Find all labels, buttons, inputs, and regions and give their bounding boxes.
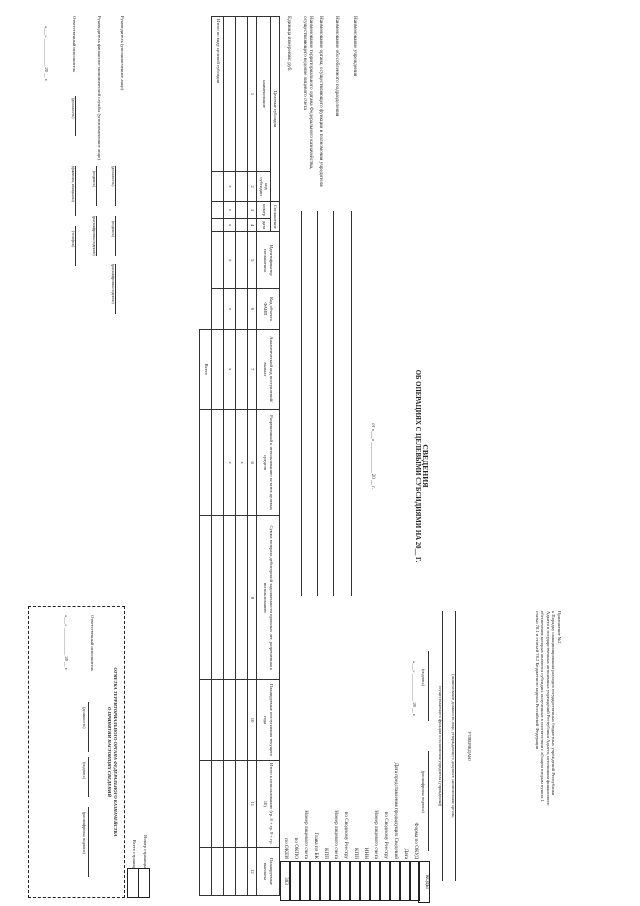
- info-fill-line: [333, 211, 334, 596]
- cell-x: x: [224, 289, 236, 329]
- col-planned-income: Планируемые поступления текущего года: [257, 680, 280, 761]
- col-agreement: Соглашение: [271, 202, 280, 232]
- info-label: Наименование учреждения: [352, 16, 359, 77]
- code-label: по Сводному Реестру: [383, 811, 389, 859]
- code-cell: [320, 861, 330, 901]
- appendix-label: Приложение №2: [557, 611, 562, 644]
- page-total-label: Всего страниц: [132, 839, 137, 868]
- sig-sign-caption: (подпись): [111, 221, 116, 238]
- code-cell: [330, 861, 340, 901]
- approve-heading: УТВЕРЖДАЮ: [467, 731, 472, 761]
- appendix-note: [535, 611, 563, 881]
- table-row-total-by-type: [212, 17, 224, 896]
- cell-x: x: [224, 202, 236, 219]
- info-fill-line: [351, 211, 352, 596]
- code-cell: [390, 861, 400, 901]
- col-target-subsidy: Целевые субсидии: [271, 17, 280, 202]
- title-line-2: ОБ ОПЕРАЦИЯХ С ЦЕЛЕВЫМИ СУБСИДИЯМИ НА 20__ Г.: [413, 369, 421, 563]
- title-line-1: СВЕДЕНИЯ: [421, 444, 430, 488]
- code-label: Форма по ОКУД: [413, 822, 419, 859]
- info-row-treasury: [301, 16, 315, 596]
- col-num: 8: [248, 409, 257, 516]
- col-num: 11: [248, 760, 257, 847]
- sig-post-caption: (должность): [111, 166, 116, 187]
- code-label: Номер лицевого счета: [303, 810, 309, 859]
- appendix-note-line: статьи 78.1 и статьей 78.2 Бюджетного кодекса Российской Федерации: [535, 611, 540, 750]
- approve-name-caption: (расшифровка подписи): [420, 771, 426, 813]
- form-title: [413, 256, 430, 676]
- col-agreement-id: Идентификатор соглашения: [257, 232, 280, 289]
- code-label: Глава по БК: [313, 832, 319, 859]
- col-num: 5: [248, 232, 257, 289]
- approve-caption-1: (наименование должности лица, утверждающего документ; наименование органа,: [451, 674, 457, 818]
- page-total-cell: [127, 868, 139, 898]
- appendix-note-line: к Порядку санкционирования расходов государственных бюджетных учреждений Республики: [551, 611, 557, 796]
- code-label: Дата: [403, 848, 409, 859]
- grand-total-label: Всего: [200, 329, 212, 409]
- form-date: от «___» ____________ 20 __ г.: [370, 422, 375, 490]
- code-label: ИНН: [363, 847, 369, 859]
- sig-fio-caption: (фамилия, инициалы): [71, 166, 76, 202]
- col-num: 4: [248, 218, 257, 231]
- approve-date: «___» ____________ 20 __ г.: [411, 661, 417, 717]
- table-row: [236, 17, 248, 896]
- cell-x: x: [224, 172, 236, 202]
- cell-x: x: [224, 218, 236, 231]
- okei-code-cell: 383: [280, 861, 290, 901]
- col-total-usage: Итого к использованию (гр. 8 + гр. 9 + гр. 10): [257, 760, 280, 847]
- code-cell: [370, 861, 380, 901]
- info-row-institution: [351, 16, 365, 596]
- code-label: Номер лицевого счета: [333, 810, 339, 859]
- info-fill-line: [301, 211, 302, 596]
- info-label: Наименование обособленного подразделения: [334, 16, 341, 117]
- stamp-sign-caption: (подпись): [82, 762, 87, 779]
- codes-header: КОДЫ: [418, 861, 430, 903]
- page-counter: [128, 826, 150, 898]
- col-num: 10: [248, 680, 257, 761]
- code-cell: [350, 861, 360, 901]
- signature-head: [112, 16, 126, 316]
- info-fill-line: [317, 211, 318, 596]
- col-name: наименование: [257, 17, 271, 172]
- okpo-label: по ОКПО: [293, 837, 299, 859]
- col-number: номер: [257, 202, 271, 219]
- code-label: КПП: [353, 848, 359, 859]
- cell-x: x: [236, 409, 248, 516]
- code-cell: [300, 861, 310, 901]
- sig-name-caption: (расшифровка подписи): [111, 264, 116, 304]
- col-allowed-balance: Разрешенный к использованию остаток целевых средств: [257, 409, 280, 516]
- code-label: КПП: [323, 848, 329, 859]
- col-num: 3: [248, 202, 257, 219]
- approve-caption-2: осуществляющего функции и полномочия учредителя (учреждения)): [437, 685, 443, 807]
- code-cell: [310, 861, 320, 901]
- col-num: 6: [248, 289, 257, 329]
- code-cell: [410, 861, 420, 901]
- rotated-form-sheet: [20, 6, 580, 906]
- col-planned-payments: Планируемые выплаты: [257, 847, 280, 895]
- col-num: 7: [248, 329, 257, 409]
- cell-x: x: [224, 409, 236, 516]
- stamp-post-caption: (должность): [82, 707, 87, 729]
- page-number-cell: [138, 868, 150, 898]
- appendix-note-line: обеспечения которых являются субсидии, полученные в соответствии с абзацем вторым пункта 1: [540, 611, 546, 802]
- col-date: дата: [257, 218, 271, 231]
- treasury-stamp-box: [28, 606, 125, 898]
- info-row-unit: [285, 16, 299, 596]
- info-label: Наименование органа, осуществляющего функции и полномочия учредителя: [318, 16, 325, 187]
- table-row: [224, 17, 236, 896]
- cell-x: x: [224, 232, 236, 289]
- cell-x: x: [224, 329, 236, 409]
- signature-executor: [44, 16, 77, 316]
- col-num: 12: [248, 847, 257, 895]
- table-row-grand-total: [200, 17, 212, 896]
- approve-sign-caption: (подпись): [420, 669, 426, 686]
- subsidy-table: [200, 16, 281, 896]
- sig-post-caption: (должность): [71, 98, 76, 119]
- info-label: Наименование территориального органа Федерального казначейства, осуществляющего ведение лицевого счета: [302, 16, 315, 170]
- code-cell: [380, 861, 390, 901]
- code-cell: [290, 861, 300, 901]
- code-cell: [360, 861, 370, 901]
- sig-finance-label: Руководитель финансово-экономической службы (уполномоченное лицо): [97, 16, 102, 160]
- appendix-note-line: Адыгея и государственных автономных учреждений Республики Адыгея, источником финансового: [546, 611, 551, 806]
- code-label: по ОКЕИ: [283, 838, 289, 859]
- sig-phone-caption: (телефон): [71, 231, 76, 248]
- stamp-name-caption: (расшифровка подписи): [82, 812, 87, 854]
- sig-executor-label: Ответственный исполнитель: [72, 16, 77, 73]
- stamp-executor-label: Ответственный исполнитель: [90, 615, 95, 672]
- sig-head-label: Руководитель (уполномоченное лицо): [120, 16, 125, 91]
- total-by-type-label: Итого по виду целевой субсидии: [212, 17, 224, 172]
- col-faip-code: Код объекта ФАИП: [257, 289, 280, 329]
- col-num: 1: [248, 17, 257, 172]
- info-row-founder: [317, 16, 331, 596]
- col-num: 9: [248, 516, 257, 680]
- col-refund: Сумма возврата дебиторской задолженности прошлых лет, разрешенная к использованию: [257, 516, 280, 680]
- signature-finance: [89, 16, 103, 316]
- code-label: Номер лицевого счета: [373, 810, 379, 859]
- info-row-subdivision: [333, 16, 347, 596]
- col-num: 2: [248, 172, 257, 202]
- col-analytic-code: Аналитический код поступлений/ выплат: [257, 329, 280, 409]
- info-label: Единица измерения: руб.: [286, 16, 293, 72]
- stamp-subtitle: О ПРИНЯТИИ НАСТОЯЩИХ СВЕДЕНИЙ: [107, 706, 113, 798]
- code-label: Дата представления предыдущих Сведений: [393, 762, 399, 859]
- code-cell: [400, 861, 410, 901]
- page-number-label: Номер страницы: [143, 835, 148, 868]
- stamp-title: ОТМЕТКА ТЕРРИТОРИАЛЬНОГО ОРГАНА ФЕДЕРАЛЬНОГО КАЗНАЧЕЙСТВА: [113, 667, 118, 837]
- sig-name-caption: (расшифровка подписи): [92, 216, 97, 256]
- stamp-date: «___» ____________ 20 __ г.: [64, 615, 69, 671]
- col-code: код субсидии: [257, 172, 271, 202]
- sig-date: «___» ____________ 20 __ г.: [44, 26, 50, 82]
- code-cell: [340, 861, 350, 901]
- sig-sign-caption: (подпись): [92, 171, 97, 188]
- code-label: по Сводному Реестру: [343, 811, 349, 859]
